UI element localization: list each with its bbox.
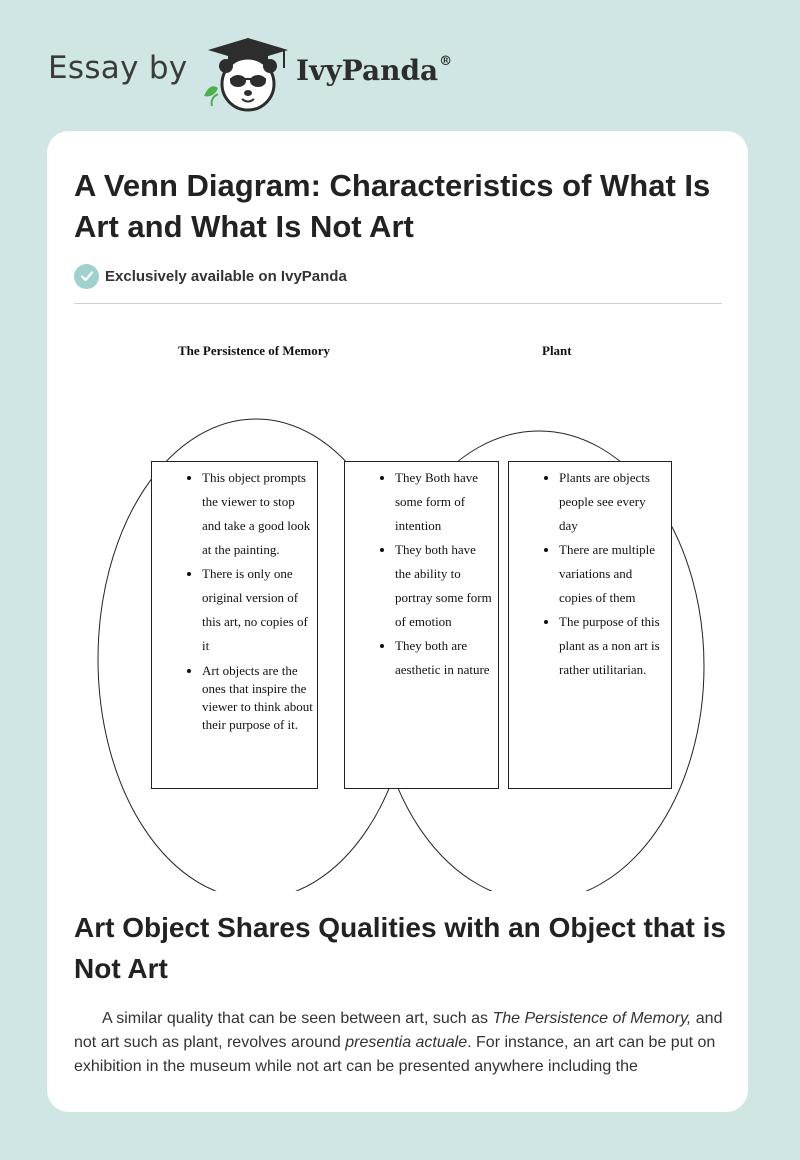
article-card [47,131,748,1112]
body-paragraph [74,1007,729,1079]
divider [74,303,722,304]
registered-mark: ® [439,54,453,69]
list-item: • The purpose of this plant as a non art is rather utilitarian. [559,610,667,682]
section-heading: Art Object Shares Qualities with an Object that is Not Art [74,912,726,984]
panda-graduate-logo-icon[interactable] [200,36,296,112]
art-only-box [151,461,318,789]
brand-text: IvyPanda [296,54,439,87]
not-art-only-box [508,461,672,789]
badge-text: Exclusively available on IvyPanda [105,267,347,285]
para-emphasis: The Persistence of Memory, [492,1010,692,1027]
list-item: • They Both have some form of intention [395,466,494,538]
list-item: • Plants are objects people see every day [559,466,667,538]
list-item: • This object prompts the viewer to stop and take a good look at the painting. [202,466,313,562]
brand-name[interactable] [296,54,452,87]
list-item: • Art objects are the ones that inspire the viewer to think about their purpose of it. [202,662,313,734]
list-item: • There are multiple variations and copies of them [559,538,667,610]
list-item: • There is only one original version of this art, no copies of it [202,562,313,658]
exclusive-badge [74,263,347,289]
para-text: and not art such as plant, revolves around [74,1010,723,1051]
left-set-label: The Persistence of Memory [178,343,330,358]
list-item: • They both are aesthetic in nature [395,634,494,682]
para-text: A similar quality that can be seen between art, such as [102,1010,493,1027]
check-circle-icon [74,264,99,289]
page-title: A Venn Diagram: Characteristics of What Is Art and What Is Not Art [74,168,711,244]
venn-diagram [74,331,722,891]
site-header [0,0,800,130]
essay-by-text: Essay by [48,50,188,86]
right-set-label: Plant [542,343,572,358]
para-text: . For instance, an art can be put on exhibition in the museum while not art can be presented anywhere including the [74,1034,716,1075]
shared-qualities-box [344,461,499,789]
list-item: • They both have the ability to portray some form of emotion [395,538,494,634]
para-emphasis: presentia actuale [345,1034,468,1051]
